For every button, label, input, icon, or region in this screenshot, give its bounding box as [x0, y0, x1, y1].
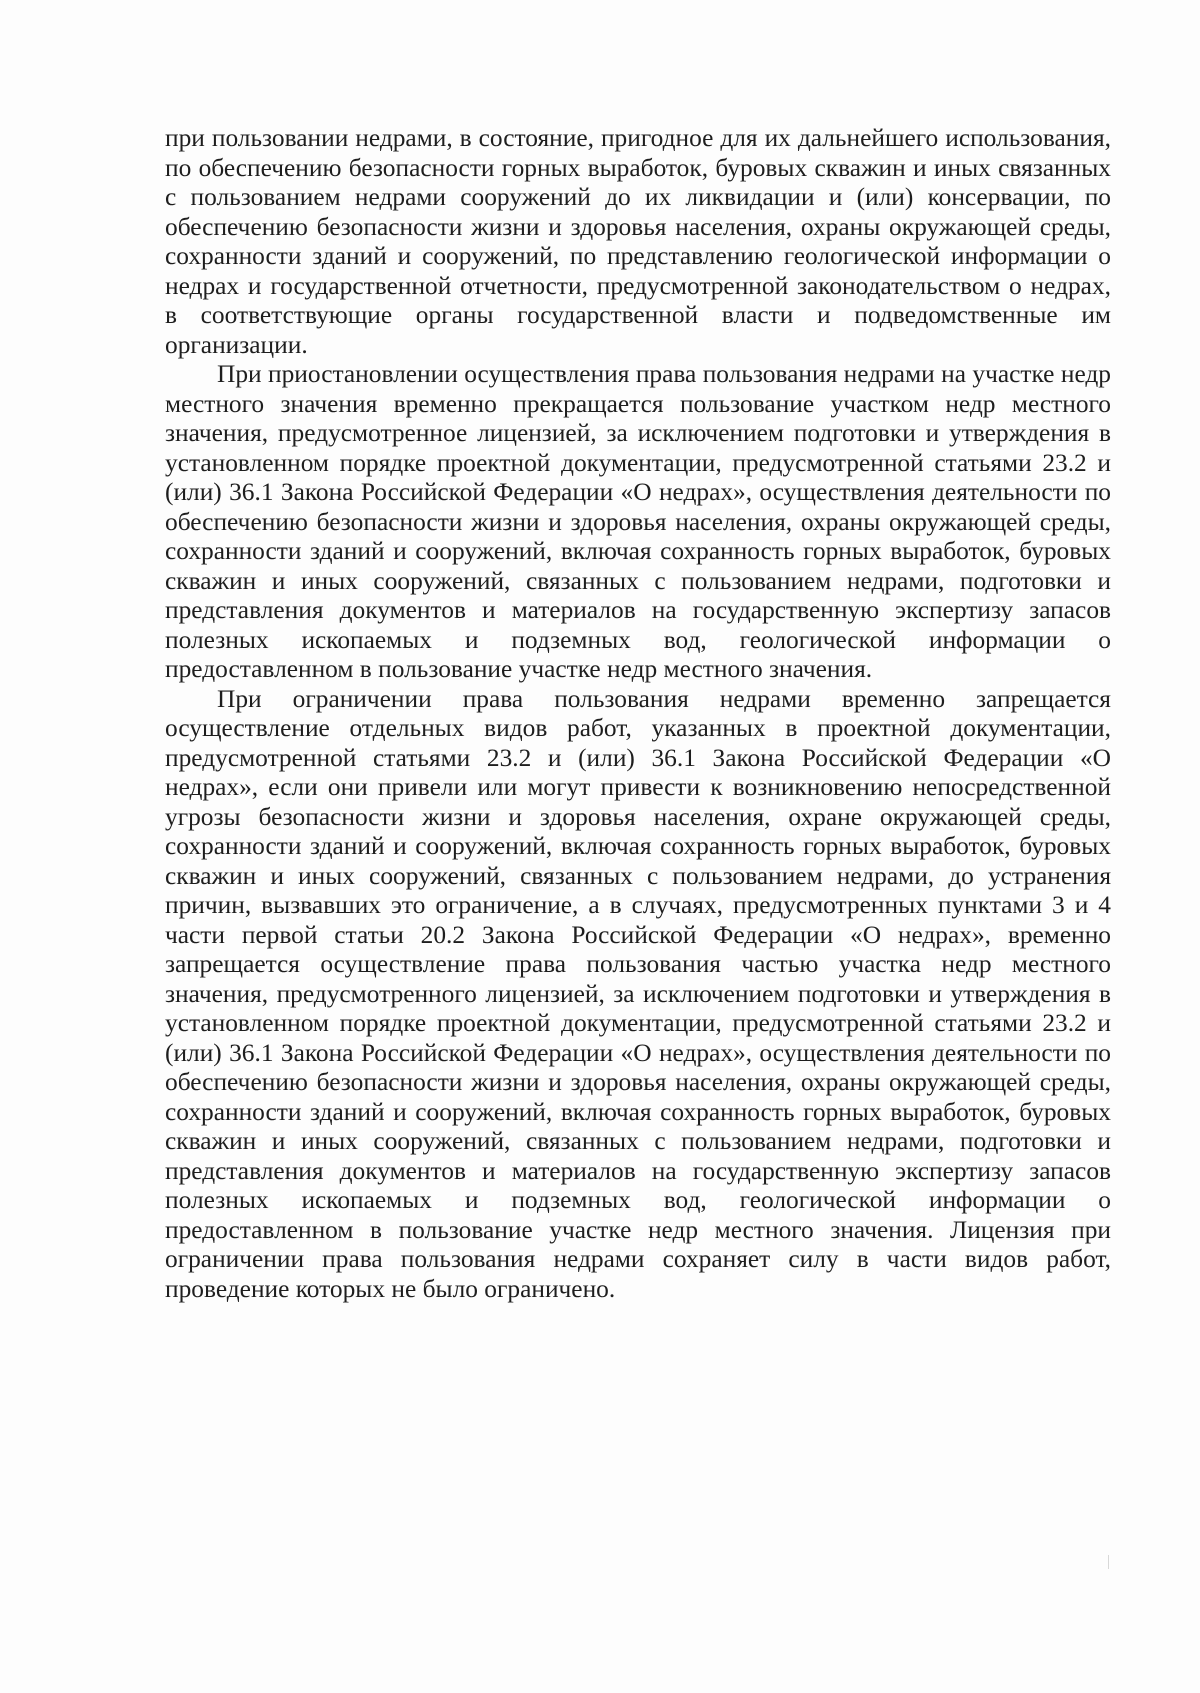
paragraph-continued: при пользовании недрами, в состояние, пригодное для их дальнейшего использования, по обеспечению безопасности горных выработок, буровых скважин и иных связанных с пользованием недрами сооружений до их ликвидации и (или) консервации, по обеспечению безопасности жизни и здоровья населения, охраны окружающей среды, сохранности зданий и сооружений, по представлению геологической информации о недрах и государственной отчетности, предусмотренной законодательством о недрах, в соответствующие органы государственной власти и подведомственные им организации.	[165, 124, 1111, 359]
paragraph-suspension: При приостановлении осуществления права пользования недрами на участке недр местного значения временно прекращается пользование участком недр местного значения, предусмотренное лицензией, за исключением подготовки и утверждения в установленном порядке проектной документации, предусмотренной статьями 23.2 и (или) 36.1 Закона Российской Федерации «О недрах», осуществления деятельности по обеспечению безопасности жизни и здоровья населения, охраны окружающей среды, сохранности зданий и сооружений, включая сохранность горных выработок, буровых скважин и иных сооружений, связанных с пользованием недрами, подготовки и представления документов и материалов на государственную экспертизу запасов полезных ископаемых и подземных вод, геологической информации о предоставленном в пользование участке недр местного значения.	[165, 360, 1111, 683]
paragraph-restriction: При ограничении права пользования недрами временно запрещается осуществление отдельных видов работ, указанных в проектной документации, предусмотренной статьями 23.2 и (или) 36.1 Закона Российской Федерации «О недрах», если они привели или могут привести к возникновению непосредственной угрозы безопасности жизни и здоровья населения, охране окружающей среды, сохранности зданий и сооружений, включая сохранность горных выработок, буровых скважин и иных сооружений, связанных с пользованием недрами, до устранения причин, вызвавших это ограничение, а в случаях, предусмотренных пунктами 3 и 4 части первой статьи 20.2 Закона Российской Федерации «О недрах», временно запрещается осуществление права пользования частью участка недр местного значения, предусмотренного лицензией, за исключением подготовки и утверждения в установленном порядке проектной документации, предусмотренной статьями 23.2 и (или) 36.1 Закона Российской Федерации «О недрах», осуществления деятельности по обеспечению безопасности жизни и здоровья населения, охраны окружающей среды, сохранности зданий и сооружений, включая сохранность горных выработок, буровых скважин и иных сооружений, связанных с пользованием недрами, подготовки и представления документов и материалов на государственную экспертизу запасов полезных ископаемых и подземных вод, геологической информации о предоставленном в пользование участке недр местного значения. Лицензия при ограничении права пользования недрами сохраняет силу в части видов работ, проведение которых не было ограничено.	[165, 684, 1111, 1303]
document-body	[165, 124, 1111, 1304]
scan-margin-mark	[1108, 1555, 1109, 1569]
